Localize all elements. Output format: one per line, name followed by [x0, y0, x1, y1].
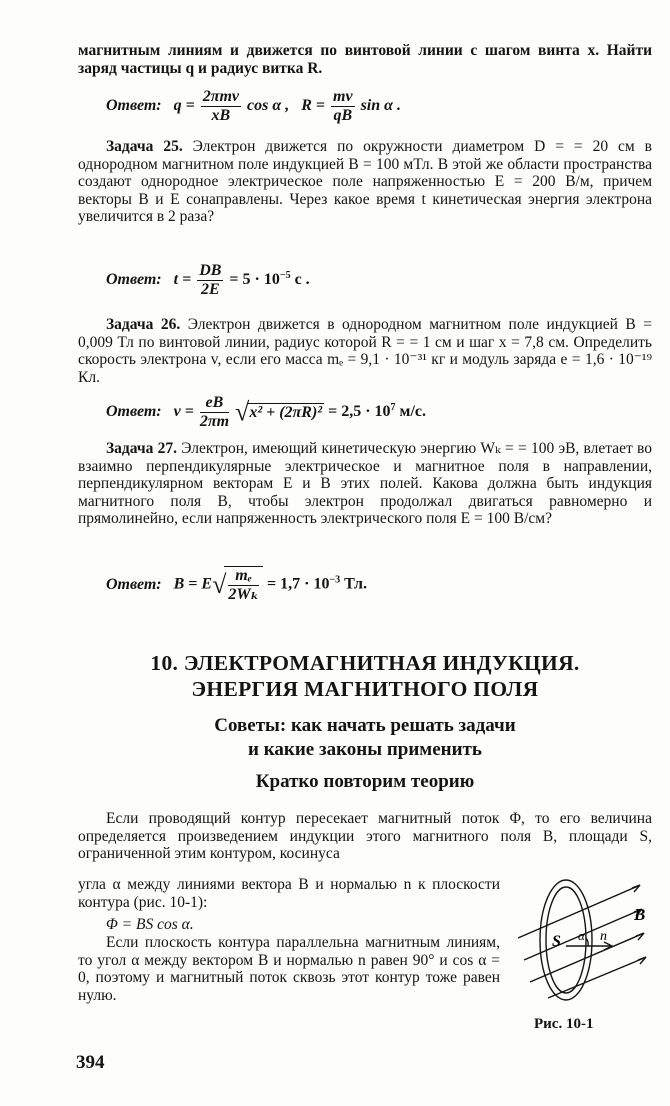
ans25-fraction: $\frac{DB}{2E}$ [199, 262, 222, 298]
task-25-text: Электрон движется по окружности диаметром D = = 20 см в однородном магнитном поле индукцией B = 100 мТл. В этой же области пространства создают однородное электрическое поле напряженностью E = 200 В/м, причем векторы B и E сонаправлены. Через какое время t кинетическая энергия электрона увеличится в 2 раза? [78, 138, 652, 225]
theory-paragraph-1: Если проводящий контур пересекает магнитный поток Φ, то его величина определяется произведением индукции этого магнитного поля B, площади S, ограниченной этим контуром, косинуса [78, 810, 652, 862]
task-26 [78, 316, 652, 386]
answer-25: Ответ: t = $\frac{DB}{2E}$ = $5 \cdot 10^{-5}$ c . [106, 262, 310, 298]
figure-10-1 [508, 868, 658, 1016]
ans26-radicand: x² + (2πR)² [249, 404, 323, 421]
answer-label: Ответ: [106, 97, 162, 115]
ans24-r-tail: sin α . [360, 97, 401, 115]
ans26-fraction: $\frac{eB}{2\pi m}$ [199, 394, 230, 430]
ans24-r-fraction: $\frac{mv}{qB}$ [333, 88, 353, 124]
answer-26: Ответ: v = $\frac{eB}{2\pi m}$ $√x^2 + (2\pi R)^2 = 2,5 \cdot 10^7$ м/с. [106, 394, 426, 430]
chapter-title-line-2: ЭНЕРГИЯ МАГНИТНОГО ПОЛЯ [191, 677, 539, 701]
svg-text:B: B [634, 905, 646, 924]
task-27-text: Электрон, имеющий кинетическую энергию Wₖ = = 100 эВ, влетает во взаимно перпендикулярные электрическое и магнитное поля в направлении, перпендикулярном векторам E и B этих полей. Какова должна быть индукция магнитного поля B, чтобы электрон продолжал двигаться равномерно и прямолинейно, если напряженность электрического поля E = 100 В/см? [78, 440, 652, 527]
svg-text:α: α [578, 928, 585, 943]
task-27 [78, 440, 652, 528]
answer-27: Ответ: B = E√ $\frac{\text{mₑ}}{\text{2Wₖ}}$ = $1,7 \cdot 10^{-3}$ Тл. [106, 567, 367, 603]
answer-24 [106, 88, 401, 125]
theory-paragraph-3: Если плоскость контура параллельна магнитным линиям, то угол α между вектором B и нормалью n равен 90° и cos α = 0, поэтому и магнитный поток сквозь этот контур тоже равен нулю. [78, 934, 500, 1004]
svg-text:S: S [552, 933, 561, 950]
task-27-title: Задача 27. [106, 440, 178, 457]
subheading-advice-2: и какие законы применить [248, 739, 482, 760]
paragraph-top: магнитным линиям и движется по винтовой линии с шагом винта x. Найти заряд частицы q и радиус витка R. [78, 42, 652, 77]
ans24-q-fraction: $\frac{\text{2πmv}}{xB}$ [202, 88, 240, 124]
task-25-title: Задача 25. [106, 138, 183, 155]
field-line [548, 958, 644, 998]
subheading-theory: Кратко повторим теорию [255, 771, 475, 792]
ans27-radicand: $\frac{\text{mₑ}}{\text{2Wₖ}}$ [224, 566, 263, 604]
chapter-title-line-1: 10. ЭЛЕКТРОМАГНИТНАЯ ИНДУКЦИЯ. [150, 651, 580, 675]
formula-flux: Φ = BS cos α. [106, 916, 194, 933]
task-25 [78, 138, 652, 226]
ans24-r-lhs: R = [301, 97, 326, 115]
radical-sign: √ [235, 397, 250, 427]
page-number: 394 [76, 1052, 105, 1073]
figure-caption: Рис. 10-1 [534, 1016, 594, 1032]
svg-text:n: n [600, 929, 607, 944]
ans24-q-tail: cos α , [247, 97, 290, 115]
ans24-q-lhs: q = [173, 97, 195, 115]
subheading-advice-1: Советы: как начать решать задачи [214, 715, 516, 736]
theory-paragraph-2: угла α между линиями вектора B и нормалью n к плоскости контура (рис. 10-1): [78, 876, 500, 911]
task-26-title: Задача 26. [106, 316, 181, 333]
task-26-text: Электрон движется в однородном магнитном поле индукцией B = 0,009 Тл по винтовой линии, радиус которой R = = 1 см и шаг x = 7,8 см. Определить скорость электрона v, если его масса mₑ = 9,1 · 10⁻³¹ кг и модуль заряда e = 1,6 · 10⁻¹⁹ Кл. [78, 316, 652, 386]
